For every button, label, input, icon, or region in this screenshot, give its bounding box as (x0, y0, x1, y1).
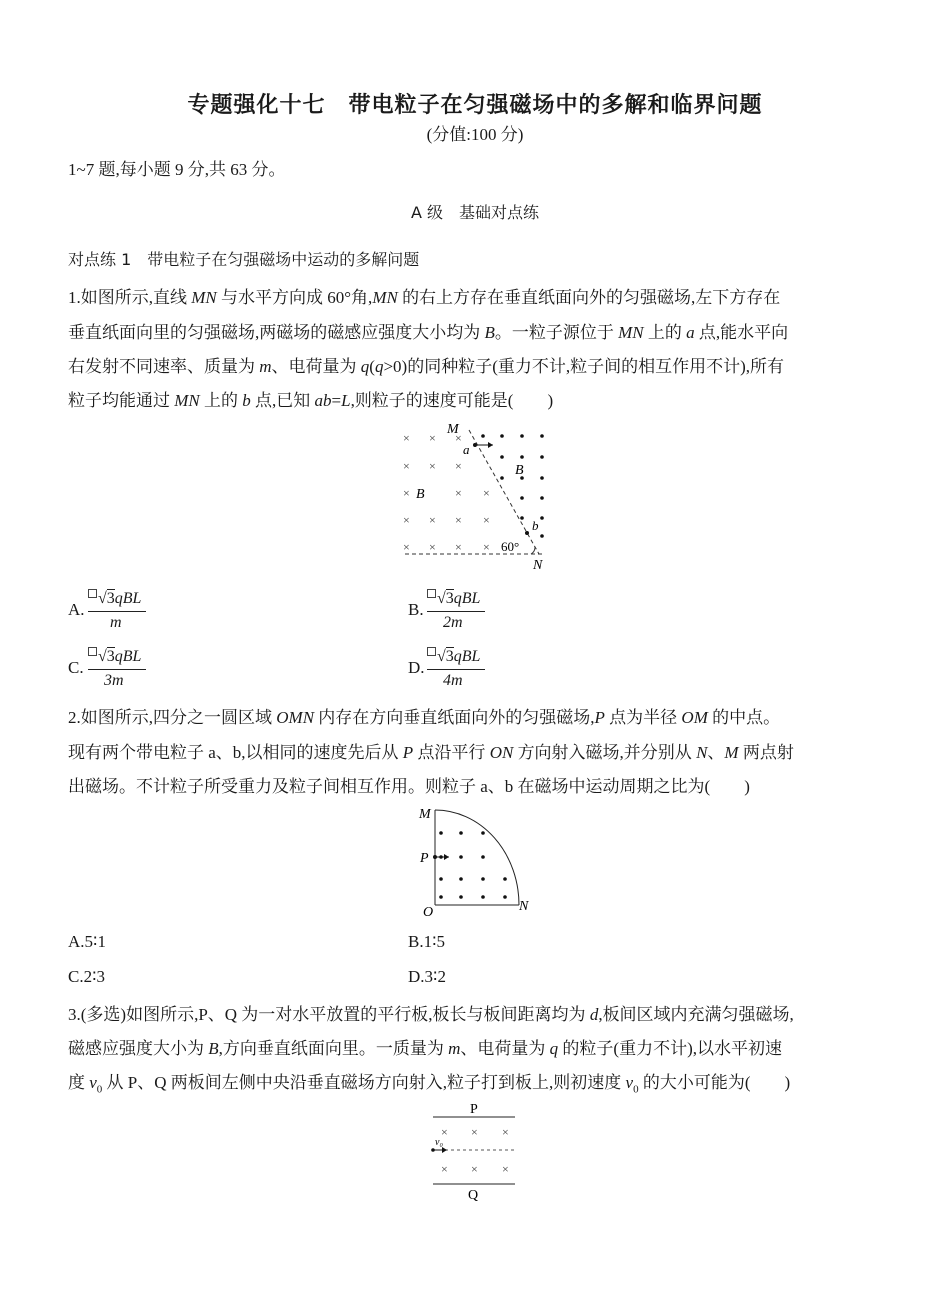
svg-text:×: × (455, 431, 462, 445)
svg-text:×: × (403, 459, 410, 473)
label-N: N (519, 899, 529, 914)
label-v0: v₀ (435, 1137, 443, 1148)
svg-text:×: × (502, 1125, 509, 1139)
label-B-left: B (416, 487, 425, 502)
section-heading: 对点练 1 带电粒子在匀强磁场中运动的多解问题 (68, 250, 420, 269)
option-label: B. (408, 600, 424, 619)
label-B-right: B (515, 463, 524, 478)
svg-text:×: × (483, 486, 490, 500)
q3-figure (425, 1098, 525, 1204)
q3-line: 度 $v_0$ 从 P、Q 两板间左侧中央沿垂直磁场方向射入,粒子打到板上,则初速度 $v_0$ 的大小可能为( ) (68, 1073, 791, 1096)
intro-text: 1~7 题,每小题 9 分,共 63 分。 (68, 160, 286, 179)
svg-text:×: × (429, 540, 436, 554)
label-N: N (533, 558, 543, 573)
q2-option-a[interactable]: A.5∶1 (68, 932, 106, 951)
option-label: D. (408, 658, 425, 677)
option-label: A. (68, 600, 85, 619)
point-b (525, 531, 529, 535)
svg-text:×: × (429, 431, 436, 445)
page-title: 专题强化十七 带电粒子在匀强磁场中的多解和临界问题 (187, 93, 763, 118)
q1-option-a[interactable] (68, 600, 85, 620)
label-O: O (423, 905, 434, 920)
option-label: C. (68, 658, 84, 677)
svg-text:×: × (403, 486, 410, 500)
point-a (473, 443, 477, 447)
q2-option-c[interactable]: C.2∶3 (68, 967, 106, 986)
svg-text:×: × (403, 513, 410, 527)
svg-text:×: × (455, 540, 462, 554)
svg-text:×: × (429, 513, 436, 527)
q2-option-b[interactable]: B.1∶5 (408, 932, 446, 951)
svg-text:×: × (471, 1125, 478, 1139)
label-angle: 60° (501, 539, 520, 554)
q1-option-d[interactable] (408, 658, 425, 678)
level-heading: A 级 基础对点练 (410, 203, 540, 222)
q1-line: 1.如图所示,直线 MN 与水平方向成 60°角,MN 的右上方存在垂直纸面向外的匀强磁场,左下方存在 (68, 288, 781, 307)
svg-text:×: × (441, 1125, 448, 1139)
svg-text:×: × (455, 459, 462, 473)
svg-text:×: × (471, 1162, 478, 1176)
q2-option-d[interactable]: D.3∶2 (408, 967, 446, 986)
svg-text:×: × (403, 540, 410, 554)
svg-text:×: × (429, 459, 436, 473)
svg-text:×: × (455, 486, 462, 500)
svg-text:×: × (502, 1162, 509, 1176)
svg-text:×: × (483, 513, 490, 527)
label-M: M (419, 807, 431, 822)
q2-line: 2.如图所示,四分之一圆区域 OMN 内存在方向垂直纸面向外的匀强磁场,P 点为半径 OM 的中点。 (68, 708, 781, 727)
q1-option-b[interactable] (408, 600, 424, 620)
q1-line: 右发射不同速率、质量为 m、电荷量为 q(q>0)的同种粒子(重力不计,粒子间的相互作用不计),所有 (68, 357, 785, 376)
q1-option-c[interactable] (68, 658, 84, 678)
label-M: M (447, 422, 459, 437)
label-b: b (532, 518, 539, 533)
svg-text:×: × (403, 431, 410, 445)
q1-figure (395, 420, 555, 575)
q2-line: 现有两个带电粒子 a、b,以相同的速度先后从 P 点沿平行 ON 方向射入磁场,并分别从 N、M 两点射 (68, 743, 794, 762)
svg-text:×: × (441, 1162, 448, 1176)
mn-line (469, 430, 539, 554)
q3-line: 3.(多选)如图所示,P、Q 为一对水平放置的平行板,板长与板间距离均为 d,板间区域内充满匀强磁场, (68, 1005, 794, 1024)
label-P: P (470, 1102, 478, 1117)
score-note: (分值:100 分) (426, 125, 524, 144)
q1-line: 垂直纸面向里的匀强磁场,两磁场的磁感应强度大小均为 B。一粒子源位于 MN 上的 a 点,能水平向 (68, 323, 789, 342)
q2-figure (415, 802, 535, 920)
svg-text:×: × (455, 513, 462, 527)
q3-line: 磁感应强度大小为 B,方向垂直纸面向里。一质量为 m、电荷量为 q 的粒子(重力不计),以水平初速 (68, 1039, 782, 1058)
field-dots (439, 831, 507, 899)
svg-text:×: × (483, 540, 490, 554)
label-a: a (463, 442, 470, 457)
q2-line: 出磁场。不计粒子所受重力及粒子间相互作用。则粒子 a、b 在磁场中运动周期之比为( ) (68, 777, 750, 796)
label-P: P (420, 851, 429, 866)
label-Q: Q (468, 1188, 479, 1203)
q1-line: 粒子均能通过 MN 上的 b 点,已知 ab=L,则粒子的速度可能是( ) (68, 391, 554, 410)
